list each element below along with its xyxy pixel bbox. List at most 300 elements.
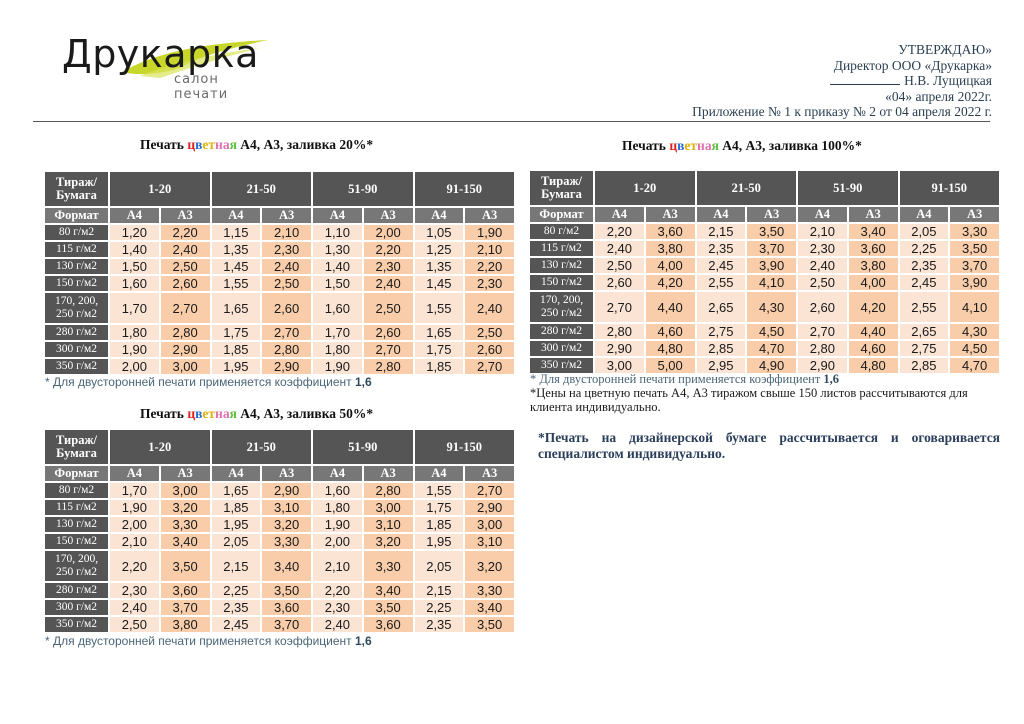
approval-date: «04» апреля 2022г. <box>885 88 992 104</box>
price-cell: 3,50 <box>465 617 514 632</box>
price-cell: 3,40 <box>262 551 311 581</box>
price-cell: 2,30 <box>110 583 159 598</box>
price-cell: 3,40 <box>364 583 413 598</box>
paper-label: 115 г/м2 <box>530 241 593 256</box>
price-cell: 2,60 <box>798 292 847 322</box>
duplex-note-50: * Для двусторонней печати применяется коэффициент 1,6 <box>45 634 372 648</box>
price-cell: 1,60 <box>110 276 159 291</box>
price-cell: 1,80 <box>313 500 362 515</box>
price-cell: 4,40 <box>646 292 695 322</box>
price-cell: 3,30 <box>262 534 311 549</box>
price-cell: 1,55 <box>212 276 261 291</box>
price-cell: 2,15 <box>697 224 746 239</box>
paper-label: 130 г/м2 <box>45 259 108 274</box>
price-cell: 4,10 <box>950 292 999 322</box>
price-cell: 1,80 <box>110 325 159 340</box>
range-header: 21-50 <box>697 171 797 205</box>
price-cell: 1,40 <box>313 259 362 274</box>
price-cell: 2,20 <box>595 224 644 239</box>
paper-label: 170, 200, 250 г/м2 <box>530 292 593 322</box>
price-cell: 2,35 <box>212 600 261 615</box>
format-header: Формат <box>45 208 108 223</box>
price-cell: 1,15 <box>212 225 261 240</box>
price-cell: 2,50 <box>798 275 847 290</box>
range-header: 91-150 <box>415 430 515 464</box>
price-cell: 1,70 <box>313 325 362 340</box>
price-cell: 3,30 <box>950 224 999 239</box>
price-cell: 2,50 <box>110 617 159 632</box>
price-cell: 3,00 <box>465 517 514 532</box>
price-cell: 4,80 <box>646 341 695 356</box>
price-cell: 3,30 <box>465 583 514 598</box>
price-cell: 1,20 <box>110 225 159 240</box>
table-row <box>45 259 514 274</box>
duplex-note-20: * Для двусторонней печати применяется коэффициент 1,6 <box>45 375 372 389</box>
price-cell: 2,70 <box>595 292 644 322</box>
table-row <box>45 517 514 532</box>
table-row <box>45 359 514 374</box>
paper-label: 350 г/м2 <box>530 358 593 373</box>
price-table-20 <box>43 170 516 376</box>
price-cell: 1,05 <box>415 225 464 240</box>
size-header-a3: А3 <box>646 207 695 222</box>
price-cell: 1,70 <box>110 293 159 323</box>
price-cell: 3,30 <box>161 517 210 532</box>
paper-label: 150 г/м2 <box>530 275 593 290</box>
price-cell: 3,50 <box>262 583 311 598</box>
company-logo <box>62 30 272 102</box>
paper-label: 300 г/м2 <box>45 600 108 615</box>
price-cell: 3,20 <box>161 500 210 515</box>
price-cell: 2,05 <box>415 551 464 581</box>
paper-label: 170, 200, 250 г/м2 <box>45 293 108 323</box>
table-row <box>45 617 514 632</box>
size-header-a4: А4 <box>110 208 159 223</box>
size-header-a4: А4 <box>900 207 949 222</box>
price-cell: 2,90 <box>161 342 210 357</box>
price-cell: 1,85 <box>212 342 261 357</box>
table-row <box>45 534 514 549</box>
price-cell: 3,90 <box>747 258 796 273</box>
price-cell: 3,60 <box>646 224 695 239</box>
size-header-a4: А4 <box>595 207 644 222</box>
range-header: 51-90 <box>313 172 413 206</box>
size-header-a3: А3 <box>262 466 311 481</box>
logo-wordmark: Друкарка <box>62 32 259 76</box>
price-cell: 4,20 <box>849 292 898 322</box>
table-row <box>45 600 514 615</box>
paper-label: 80 г/м2 <box>45 483 108 498</box>
price-cell: 2,90 <box>798 358 847 373</box>
price-cell: 2,40 <box>595 241 644 256</box>
price-cell: 3,20 <box>364 534 413 549</box>
price-cell: 1,90 <box>313 517 362 532</box>
table-row <box>530 224 999 239</box>
paper-label: 280 г/м2 <box>45 583 108 598</box>
size-header-a3: А3 <box>262 208 311 223</box>
price-cell: 3,50 <box>747 224 796 239</box>
price-cell: 4,30 <box>950 324 999 339</box>
price-cell: 2,25 <box>415 600 464 615</box>
price-cell: 2,70 <box>465 483 514 498</box>
range-header: 91-150 <box>415 172 515 206</box>
price-cell: 1,95 <box>212 359 261 374</box>
price-cell: 1,95 <box>415 534 464 549</box>
price-cell: 3,70 <box>950 258 999 273</box>
price-cell: 3,60 <box>262 600 311 615</box>
corner-header: Тираж/ Бумага <box>45 430 108 464</box>
price-cell: 3,60 <box>161 583 210 598</box>
price-cell: 3,00 <box>161 483 210 498</box>
price-cell: 2,40 <box>798 258 847 273</box>
price-cell: 2,00 <box>110 517 159 532</box>
price-cell: 2,40 <box>465 293 514 323</box>
table-row <box>45 500 514 515</box>
price-cell: 2,60 <box>262 293 311 323</box>
director-name: Н.В. Лущицкая <box>904 73 992 88</box>
price-cell: 2,45 <box>212 617 261 632</box>
paper-label: 350 г/м2 <box>45 359 108 374</box>
size-header-a4: А4 <box>415 466 464 481</box>
price-cell: 3,80 <box>849 258 898 273</box>
price-cell: 2,05 <box>212 534 261 549</box>
price-cell: 2,50 <box>465 325 514 340</box>
price-cell: 4,90 <box>747 358 796 373</box>
paper-label: 300 г/м2 <box>530 341 593 356</box>
price-cell: 3,90 <box>950 275 999 290</box>
paper-label: 80 г/м2 <box>530 224 593 239</box>
approval-line-2: Директор ООО «Друкарка» <box>833 57 992 73</box>
price-cell: 2,75 <box>697 324 746 339</box>
price-cell: 3,10 <box>364 517 413 532</box>
price-cell: 4,50 <box>950 341 999 356</box>
table-row <box>530 341 999 356</box>
table-row <box>530 358 999 373</box>
size-header-a3: А3 <box>161 208 210 223</box>
paper-label: 150 г/м2 <box>45 534 108 549</box>
price-cell: 2,50 <box>595 258 644 273</box>
price-cell: 4,00 <box>646 258 695 273</box>
approval-block <box>692 42 992 120</box>
table-row <box>45 225 514 240</box>
paper-label: 115 г/м2 <box>45 500 108 515</box>
size-header-a3: А3 <box>465 466 514 481</box>
price-cell: 2,85 <box>900 358 949 373</box>
price-cell: 3,80 <box>646 241 695 256</box>
price-cell: 3,10 <box>262 500 311 515</box>
price-cell: 3,50 <box>364 600 413 615</box>
range-header: 1-20 <box>110 172 210 206</box>
price-cell: 4,60 <box>849 341 898 356</box>
price-cell: 3,50 <box>161 551 210 581</box>
price-cell: 1,65 <box>212 293 261 323</box>
size-header-a3: А3 <box>849 207 898 222</box>
price-cell: 1,65 <box>212 483 261 498</box>
price-cell: 2,35 <box>415 617 464 632</box>
price-cell: 3,20 <box>465 551 514 581</box>
price-cell: 2,25 <box>212 583 261 598</box>
size-header-a4: А4 <box>313 466 362 481</box>
price-cell: 1,10 <box>313 225 362 240</box>
price-cell: 1,75 <box>415 500 464 515</box>
price-cell: 4,00 <box>849 275 898 290</box>
paper-label: 130 г/м2 <box>45 517 108 532</box>
appendix-note: Приложение № 1 к приказу № 2 от 04 апреля 2022 г. <box>692 104 992 119</box>
price-cell: 1,35 <box>415 259 464 274</box>
price-cell: 2,25 <box>900 241 949 256</box>
price-cell: 1,90 <box>313 359 362 374</box>
price-cell: 2,10 <box>262 225 311 240</box>
size-header-a3: А3 <box>465 208 514 223</box>
price-cell: 4,60 <box>646 324 695 339</box>
price-cell: 2,80 <box>364 483 413 498</box>
paper-label: 150 г/м2 <box>45 276 108 291</box>
range-header: 21-50 <box>212 430 312 464</box>
price-cell: 2,80 <box>262 342 311 357</box>
price-cell: 3,20 <box>262 517 311 532</box>
price-cell: 1,40 <box>110 242 159 257</box>
price-cell: 2,80 <box>364 359 413 374</box>
price-cell: 2,10 <box>313 551 362 581</box>
price-cell: 3,70 <box>262 617 311 632</box>
price-cell: 1,35 <box>212 242 261 257</box>
table-row <box>45 325 514 340</box>
table-row <box>530 275 999 290</box>
size-header-a3: А3 <box>747 207 796 222</box>
table-row <box>530 241 999 256</box>
price-cell: 2,15 <box>212 551 261 581</box>
price-cell: 2,45 <box>697 258 746 273</box>
table-row <box>45 293 514 323</box>
format-header: Формат <box>45 466 108 481</box>
price-cell: 2,00 <box>364 225 413 240</box>
price-table-100 <box>528 169 1001 375</box>
price-cell: 2,30 <box>313 600 362 615</box>
price-cell: 2,00 <box>313 534 362 549</box>
header-divider <box>33 121 990 122</box>
size-header-a4: А4 <box>110 466 159 481</box>
price-cell: 2,30 <box>262 242 311 257</box>
table-row <box>45 551 514 581</box>
price-cell: 3,00 <box>161 359 210 374</box>
range-header: 21-50 <box>212 172 312 206</box>
price-cell: 3,40 <box>849 224 898 239</box>
price-cell: 4,30 <box>747 292 796 322</box>
price-cell: 4,70 <box>950 358 999 373</box>
price-cell: 2,70 <box>465 359 514 374</box>
price-cell: 1,55 <box>415 483 464 498</box>
size-header-a3: А3 <box>364 466 413 481</box>
size-header-a3: А3 <box>364 208 413 223</box>
range-header: 51-90 <box>313 430 413 464</box>
price-cell: 2,70 <box>798 324 847 339</box>
size-header-a4: А4 <box>415 208 464 223</box>
price-cell: 2,80 <box>595 324 644 339</box>
price-cell: 4,70 <box>747 341 796 356</box>
price-table-50 <box>43 428 516 634</box>
price-cell: 2,55 <box>697 275 746 290</box>
table-row <box>530 292 999 322</box>
price-cell: 2,60 <box>161 276 210 291</box>
range-header: 1-20 <box>110 430 210 464</box>
size-header-a4: А4 <box>697 207 746 222</box>
price-cell: 3,40 <box>161 534 210 549</box>
price-cell: 4,10 <box>747 275 796 290</box>
price-cell: 3,80 <box>161 617 210 632</box>
size-header-a4: А4 <box>212 466 261 481</box>
price-cell: 3,40 <box>465 600 514 615</box>
table-title-20: Печать цветная А4, А3, заливка 20%* <box>140 137 374 152</box>
range-header: 51-90 <box>798 171 898 205</box>
price-cell: 2,70 <box>364 342 413 357</box>
price-cell: 3,70 <box>747 241 796 256</box>
price-cell: 2,20 <box>313 583 362 598</box>
price-cell: 2,20 <box>110 551 159 581</box>
paper-label: 350 г/м2 <box>45 617 108 632</box>
price-cell: 3,60 <box>849 241 898 256</box>
price-cell: 2,40 <box>262 259 311 274</box>
duplex-note-100: * Для двусторонней печати применяется коэффициент 1,6 <box>530 372 840 386</box>
price-cell: 3,30 <box>364 551 413 581</box>
paper-label: 115 г/м2 <box>45 242 108 257</box>
price-cell: 3,00 <box>364 500 413 515</box>
price-cell: 1,50 <box>313 276 362 291</box>
price-cell: 2,20 <box>364 242 413 257</box>
price-cell: 2,20 <box>161 225 210 240</box>
table-row <box>530 324 999 339</box>
price-cell: 1,55 <box>415 293 464 323</box>
price-cell: 2,30 <box>798 241 847 256</box>
price-cell: 1,85 <box>212 500 261 515</box>
price-cell: 2,10 <box>798 224 847 239</box>
corner-header: Тираж/ Бумага <box>530 171 593 205</box>
table-row <box>45 242 514 257</box>
price-cell: 1,90 <box>465 225 514 240</box>
table-title-100: Печать цветная А4, А3, заливка 100%* <box>622 138 862 153</box>
price-cell: 3,70 <box>161 600 210 615</box>
size-header-a4: А4 <box>798 207 847 222</box>
price-cell: 1,90 <box>110 500 159 515</box>
price-cell: 2,60 <box>595 275 644 290</box>
paper-label: 280 г/м2 <box>530 324 593 339</box>
paper-label: 80 г/м2 <box>45 225 108 240</box>
price-cell: 2,50 <box>262 276 311 291</box>
price-cell: 4,80 <box>849 358 898 373</box>
price-cell: 2,55 <box>900 292 949 322</box>
range-header: 1-20 <box>595 171 695 205</box>
signature-line <box>830 73 900 85</box>
price-cell: 2,65 <box>900 324 949 339</box>
paper-label: 170, 200, 250 г/м2 <box>45 551 108 581</box>
approval-signature <box>692 73 992 89</box>
price-cell: 1,75 <box>415 342 464 357</box>
price-cell: 2,30 <box>465 276 514 291</box>
table-row <box>45 276 514 291</box>
price-cell: 1,60 <box>313 483 362 498</box>
table-title-50: Печать цветная А4, А3, заливка 50%* <box>140 406 374 421</box>
price-cell: 2,40 <box>364 276 413 291</box>
price-cell: 2,75 <box>900 341 949 356</box>
price-cell: 3,60 <box>364 617 413 632</box>
price-cell: 5,00 <box>646 358 695 373</box>
table-row <box>45 342 514 357</box>
price-cell: 2,50 <box>364 293 413 323</box>
price-cell: 1,60 <box>313 293 362 323</box>
price-cell: 2,65 <box>697 292 746 322</box>
price-cell: 2,10 <box>110 534 159 549</box>
table-row <box>45 483 514 498</box>
price-cell: 2,20 <box>465 259 514 274</box>
corner-header: Тираж/ Бумага <box>45 172 108 206</box>
price-cell: 2,10 <box>465 242 514 257</box>
price-cell: 4,40 <box>849 324 898 339</box>
price-cell: 1,85 <box>415 517 464 532</box>
price-cell: 2,05 <box>900 224 949 239</box>
price-cell: 2,40 <box>313 617 362 632</box>
approval-line-1: УТВЕРЖДАЮ» <box>898 42 992 57</box>
price-cell: 4,20 <box>646 275 695 290</box>
price-cell: 2,70 <box>262 325 311 340</box>
over-150-note: *Цены на цветную печать А4, А3 тиражом свыше 150 листов рассчитываются для клиента индивидуально. <box>530 386 968 414</box>
price-cell: 2,50 <box>161 259 210 274</box>
table-row <box>45 583 514 598</box>
price-cell: 1,50 <box>110 259 159 274</box>
price-cell: 2,40 <box>161 242 210 257</box>
price-cell: 2,85 <box>697 341 746 356</box>
price-cell: 4,50 <box>747 324 796 339</box>
price-cell: 2,60 <box>364 325 413 340</box>
range-header: 91-150 <box>900 171 1000 205</box>
table-row <box>530 258 999 273</box>
price-cell: 2,15 <box>415 583 464 598</box>
price-cell: 1,65 <box>415 325 464 340</box>
size-header-a4: А4 <box>212 208 261 223</box>
price-cell: 1,90 <box>110 342 159 357</box>
price-cell: 3,10 <box>465 534 514 549</box>
format-header: Формат <box>530 207 593 222</box>
price-cell: 2,95 <box>697 358 746 373</box>
size-header-a3: А3 <box>161 466 210 481</box>
price-cell: 1,75 <box>212 325 261 340</box>
size-header-a3: А3 <box>950 207 999 222</box>
price-cell: 2,00 <box>110 359 159 374</box>
logo-tagline: салон печати <box>174 72 229 102</box>
price-cell: 1,25 <box>415 242 464 257</box>
price-cell: 2,90 <box>595 341 644 356</box>
price-cell: 2,70 <box>161 293 210 323</box>
price-cell: 2,60 <box>465 342 514 357</box>
price-cell: 2,35 <box>900 258 949 273</box>
price-cell: 1,45 <box>212 259 261 274</box>
paper-label: 300 г/м2 <box>45 342 108 357</box>
price-cell: 3,00 <box>595 358 644 373</box>
price-cell: 1,95 <box>212 517 261 532</box>
price-cell: 2,90 <box>262 483 311 498</box>
price-cell: 2,30 <box>364 259 413 274</box>
price-cell: 1,80 <box>313 342 362 357</box>
price-cell: 2,45 <box>900 275 949 290</box>
price-cell: 2,80 <box>798 341 847 356</box>
price-cell: 1,85 <box>415 359 464 374</box>
price-cell: 1,30 <box>313 242 362 257</box>
price-cell: 2,80 <box>161 325 210 340</box>
price-cell: 2,35 <box>697 241 746 256</box>
paper-label: 280 г/м2 <box>45 325 108 340</box>
price-cell: 1,70 <box>110 483 159 498</box>
price-cell: 2,40 <box>110 600 159 615</box>
price-cell: 1,45 <box>415 276 464 291</box>
size-header-a4: А4 <box>313 208 362 223</box>
